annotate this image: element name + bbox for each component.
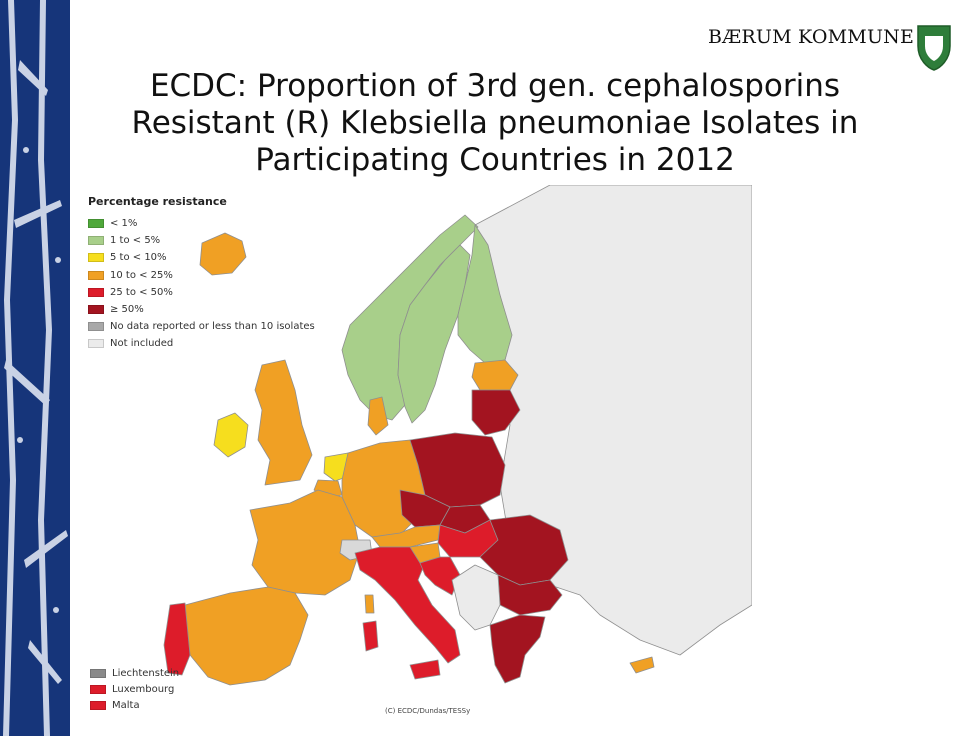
- side-decoration: [0, 0, 70, 736]
- legend-label: Malta: [112, 699, 140, 711]
- legend-label: < 1%: [110, 218, 138, 230]
- legend-item: [88, 232, 315, 249]
- legend-title: Percentage resistance: [88, 195, 227, 208]
- map-sardinia: [363, 621, 378, 651]
- legend-swatch: [88, 305, 104, 314]
- page-title: [100, 68, 890, 179]
- map-corsica: [365, 595, 374, 613]
- legend-item: [88, 318, 315, 335]
- title-line-2: Resistant (R) Klebsiella pneumoniae Isolates in: [131, 105, 859, 141]
- legend-label: 1 to < 5%: [110, 235, 161, 247]
- map-legend: [88, 195, 315, 353]
- legend-item: [90, 697, 179, 713]
- small-countries-legend: [90, 665, 179, 713]
- legend-swatch: [88, 253, 104, 262]
- legend-label: Luxembourg: [112, 683, 175, 695]
- title-line-3: Participating Countries in 2012: [255, 142, 735, 178]
- legend-label: 25 to < 50%: [110, 286, 173, 298]
- map-panel: [80, 185, 752, 725]
- legend-label: 5 to < 10%: [110, 252, 167, 264]
- legend-swatch: [88, 322, 104, 331]
- map-credit: (C) ECDC/Dundas/TESSy: [385, 707, 471, 715]
- legend-swatch: [88, 219, 104, 228]
- title-line-1: ECDC: Proportion of 3rd gen. cephalosporins: [149, 68, 841, 104]
- logo-text: BÆRUM KOMMUNE: [708, 26, 915, 48]
- legend-item: [88, 215, 315, 232]
- legend-label: Liechtenstein: [112, 667, 180, 679]
- legend-label: Not included: [110, 338, 174, 350]
- legend-label: ≥ 50%: [110, 304, 144, 316]
- legend-swatch: [88, 339, 104, 348]
- legend-swatch: [88, 236, 104, 245]
- legend-label: 10 to < 25%: [110, 269, 173, 281]
- legend-item: [88, 301, 315, 318]
- shield-icon: [916, 24, 952, 72]
- legend-item: [88, 249, 315, 266]
- legend-item: [88, 284, 315, 301]
- legend-swatch: [88, 288, 104, 297]
- legend-swatch: [88, 271, 104, 280]
- legend-item: [90, 681, 179, 697]
- legend-item: [88, 267, 315, 284]
- legend-swatch: [90, 685, 106, 694]
- legend-item: [88, 335, 315, 352]
- legend-swatch: [90, 669, 106, 678]
- legend-item: [90, 665, 179, 681]
- legend-swatch: [90, 701, 106, 710]
- legend-label: No data reported or less than 10 isolates: [110, 321, 315, 333]
